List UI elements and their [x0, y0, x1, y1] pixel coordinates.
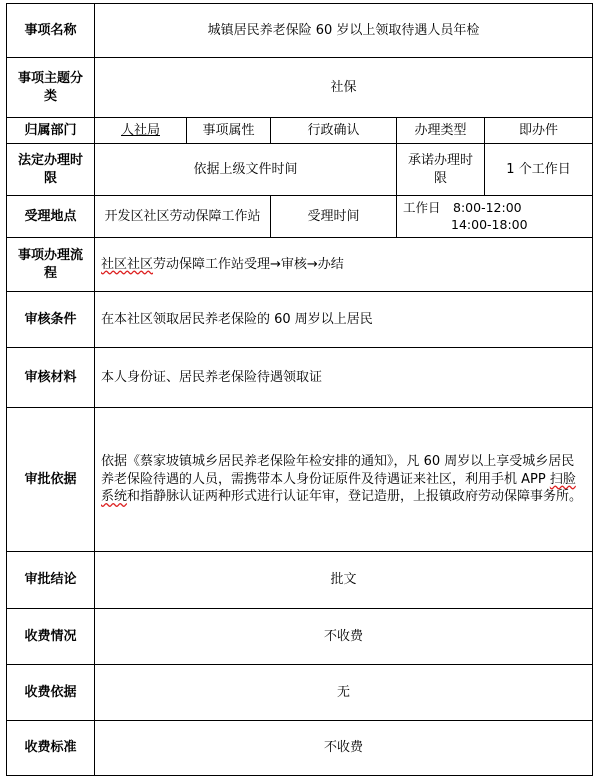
legal-time-label: 法定办理时限: [7, 144, 95, 196]
materials-value: 本人身份证、居民养老保险待遇领取证: [95, 348, 593, 408]
process-label: 事项办理流程: [7, 238, 95, 292]
handling-type-label: 办理类型: [397, 118, 485, 144]
fee-status-value: 不收费: [95, 609, 593, 665]
row-fee-status: [7, 609, 593, 665]
item-name-label: 事项名称: [7, 4, 95, 58]
row-theme: [7, 58, 593, 118]
basis-text-before: 依据《蔡家坡镇城乡居民养老保险年检安排的通知》，凡 60 周岁以上享受城乡居民养老保险待遇的人员，需携带本人身份证原件及待遇证来社区，利用手机 APP: [101, 454, 575, 487]
acceptance-time-line1: 工作日 8:00-12:00: [403, 199, 522, 215]
department-link[interactable]: 人社局: [120, 122, 160, 138]
location-value: 开发区社区劳动保障工作站: [95, 196, 271, 238]
acceptance-time-value: [397, 196, 593, 238]
process-text: 劳动保障工作站受理→审核→办结: [153, 256, 344, 272]
fee-standard-label: 收费标准: [7, 721, 95, 776]
department-label: 归属部门: [7, 118, 95, 144]
acceptance-time-label: 受理时间: [271, 196, 397, 238]
process-spellcheck-text: 社区社区: [101, 256, 154, 272]
basis-text-after: 和指静脉认证两种形式进行认证年审，登记造册，上报镇政府劳动保障事务所。: [127, 489, 583, 505]
result-value: 批文: [95, 552, 593, 609]
fee-status-label: 收费情况: [7, 609, 95, 665]
basis-value: [95, 408, 593, 552]
basis-label: 审批依据: [7, 408, 95, 552]
theme-value: 社保: [95, 58, 593, 118]
department-value: [95, 118, 187, 144]
materials-label: 审核材料: [7, 348, 95, 408]
row-basis: [7, 408, 593, 552]
row-conditions: [7, 292, 593, 348]
row-fee-standard: [7, 721, 593, 776]
conditions-value: 在本社区领取居民养老保险的 60 周岁以上居民: [95, 292, 593, 348]
acceptance-time-line2: 14:00-18:00: [451, 216, 528, 232]
row-department: [7, 118, 593, 144]
basis-spellcheck-text: 扫脸系统: [101, 471, 576, 505]
fee-basis-label: 收费依据: [7, 665, 95, 721]
process-value: [95, 238, 593, 292]
item-name-value: 城镇居民养老保险 60 岁以上领取待遇人员年检: [95, 4, 593, 58]
location-label: 受理地点: [7, 196, 95, 238]
fee-basis-value: 无: [95, 665, 593, 721]
fee-standard-value: 不收费: [95, 721, 593, 776]
row-legal-time: [7, 144, 593, 196]
conditions-label: 审核条件: [7, 292, 95, 348]
row-fee-basis: [7, 665, 593, 721]
service-item-table: [6, 3, 593, 776]
handling-type-value: 即办件: [485, 118, 593, 144]
theme-label: 事项主题分类: [7, 58, 95, 118]
row-materials: [7, 348, 593, 408]
promise-time-label: 承诺办理时限: [397, 144, 485, 196]
attribute-label: 事项属性: [187, 118, 271, 144]
attribute-value: 行政确认: [271, 118, 397, 144]
row-result: [7, 552, 593, 609]
row-location: [7, 196, 593, 238]
row-process: [7, 238, 593, 292]
row-item-name: [7, 4, 593, 58]
legal-time-value: 依据上级文件时间: [95, 144, 397, 196]
promise-time-value: 1 个工作日: [485, 144, 593, 196]
result-label: 审批结论: [7, 552, 95, 609]
